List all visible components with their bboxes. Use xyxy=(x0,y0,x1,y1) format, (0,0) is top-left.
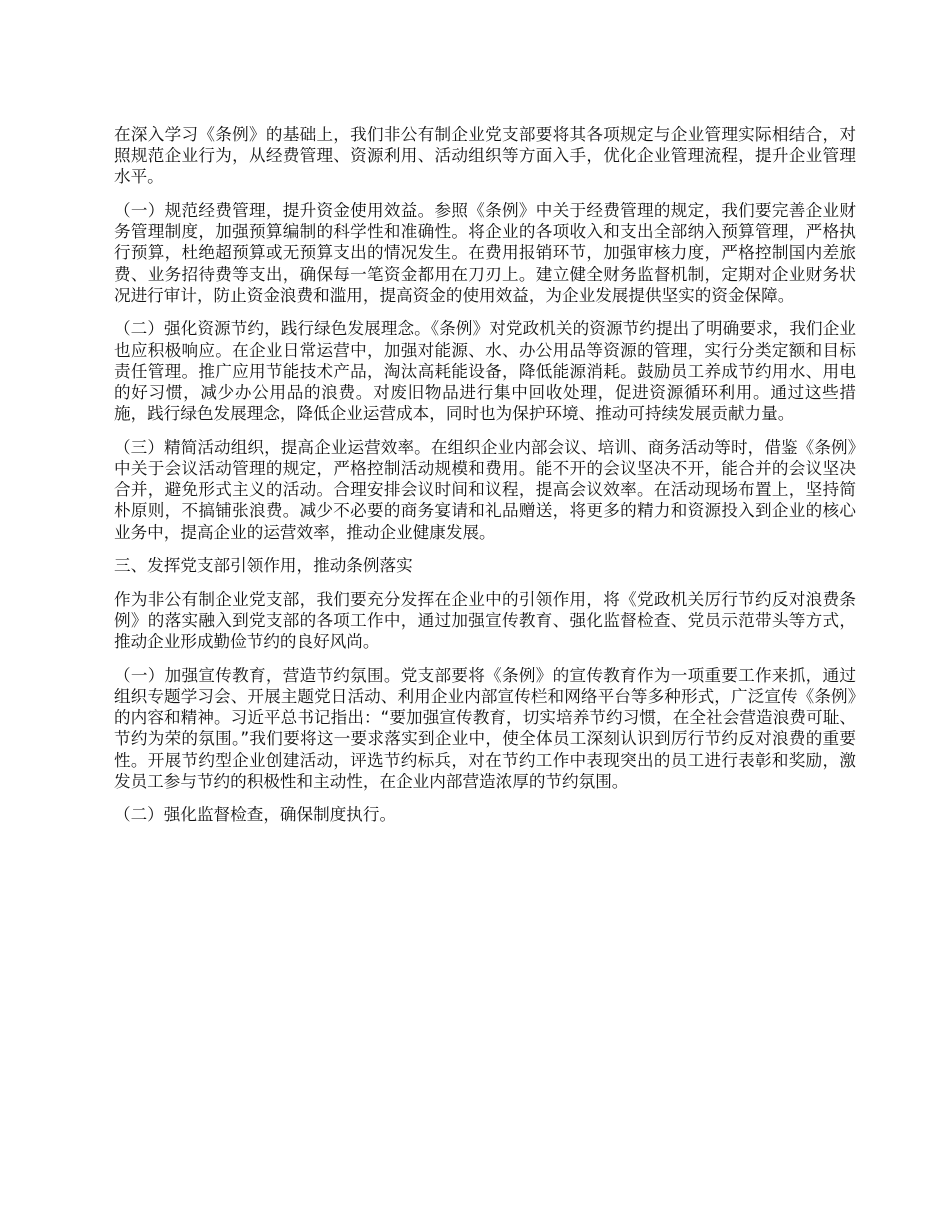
paragraph-activity-streamlining: （三）精简活动组织，提高企业运营效率。在组织企业内部会议、培训、商务活动等时，借鉴《条例》中关于会议活动管理的规定，严格控制活动规模和费用。能不开的会议坚决不开，能合并的会议坚决合并，避免形式主义的活动。合理安排会议时间和议程，提高会议效率。在活动现场布置上，坚持简朴原则，不搞铺张浪费。减少不必要的商务宴请和礼品赠送，将更多的精力和资源投入到企业的核心业务中，提高企业的运营效率，推动企业健康发展。 xyxy=(114,437,856,542)
paragraph-resource-saving: （二）强化资源节约，践行绿色发展理念。《条例》对党政机关的资源节约提出了明确要求，我们企业也应积极响应。在企业日常运营中，加强对能源、水、办公用品等资源的管理，实行分类定额和目标责任管理。推广应用节能技术产品，淘汰高耗能设备，降低能源消耗。鼓励员工养成节约用水、用电的好习惯，减少办公用品的浪费。对废旧物品进行集中回收处理，促进资源循环利用。通过这些措施，践行绿色发展理念，降低企业运营成本，同时也为保护环境、推动可持续发展贡献力量。 xyxy=(114,319,856,424)
paragraph-intro: 在深入学习《条例》的基础上，我们非公有制企业党支部要将其各项规定与企业管理实际相结合，对照规范企业行为，从经费管理、资源利用、活动组织等方面入手，优化企业管理流程，提升企业管理水平。 xyxy=(114,125,856,187)
paragraph-funds-management: （一）规范经费管理，提升资金使用效益。参照《条例》中关于经费管理的规定，我们要完善企业财务管理制度，加强预算编制的科学性和准确性。将企业的各项收入和支出全部纳入预算管理，严格执行预算，杜绝超预算或无预算支出的情况发生。在费用报销环节，加强审核力度，严格控制国内差旅费、业务招待费等支出，确保每一笔资金都用在刀刃上。建立健全财务监督机制，定期对企业财务状况进行审计，防止资金浪费和滥用，提高资金的使用效益，为企业发展提供坚实的资金保障。 xyxy=(114,201,856,305)
section-heading: 三、发挥党支部引领作用，推动条例落实 xyxy=(114,556,413,576)
document-body xyxy=(114,124,856,838)
paragraph-publicity-education: （一）加强宣传教育，营造节约氛围。党支部要将《条例》的宣传教育作为一项重要工作来抓，通过组织专题学习会、开展主题党日活动、利用企业内部宣传栏和网络平台等多种形式，广泛宣传《条例》的内容和精神。习近平总书记指出：“要加强宣传教育，切实培养节约习惯，在全社会营造浪费可耻、节约为荣的氛围。”我们要将这一要求落实到企业中，使全体员工深刻认识到厉行节约反对浪费的重要性。开展节约型企业创建活动，评选节约标兵，对在节约工作中表现突出的员工进行表彰和奖励，激发员工参与节约的积极性和主动性，在企业内部营造浓厚的节约氛围。 xyxy=(114,665,856,791)
paragraph-supervision-heading: （二）强化监督检查，确保制度执行。 xyxy=(114,805,397,825)
paragraph-leading-role: 作为非公有制企业党支部，我们要充分发挥在企业中的引领作用，将《党政机关厉行节约反对浪费条例》的落实融入到党支部的各项工作中，通过加强宣传教育、强化监督检查、党员示范带头等方式，推动企业形成勤俭节约的良好风尚。 xyxy=(114,589,856,652)
